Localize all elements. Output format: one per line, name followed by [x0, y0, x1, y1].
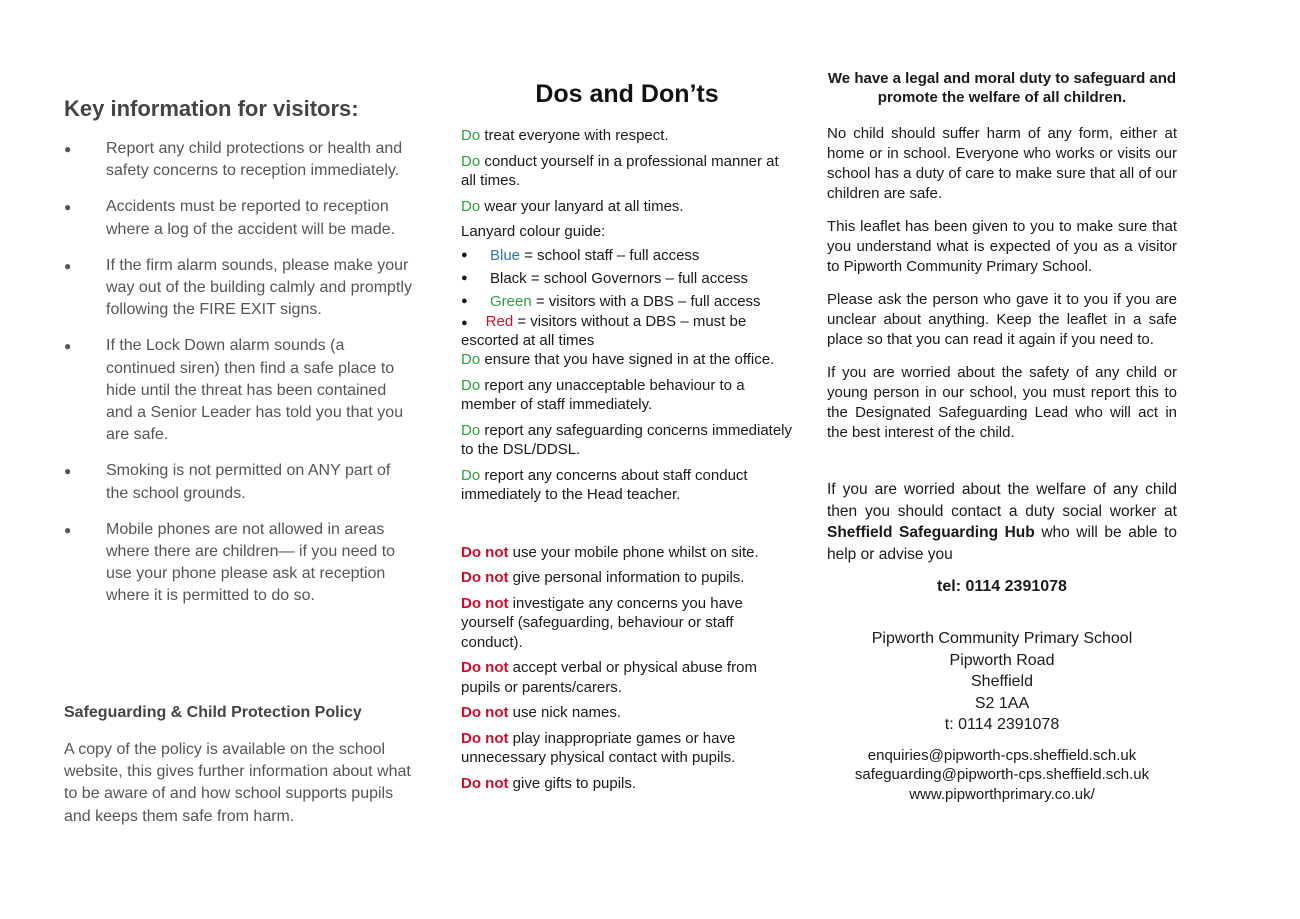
- do-rule: [461, 376, 793, 415]
- hub-paragraph: [827, 479, 1177, 565]
- key-info-heading: Key information for visitors:: [64, 96, 359, 121]
- legal-duty-heading: We have a legal and moral duty to safeguard and promote the welfare of all children.: [827, 70, 1177, 106]
- bullet-icon: ●: [64, 142, 72, 156]
- lanyard-color: Red: [485, 313, 514, 330]
- school-address: [827, 628, 1177, 736]
- address-line: Sheffield: [971, 673, 1033, 690]
- bullet-icon: ●: [461, 272, 468, 284]
- bullet-icon: ●: [461, 249, 468, 261]
- lanyard-desc: = school Governors – full access: [526, 270, 749, 287]
- dont-keyword: Do not: [461, 659, 509, 676]
- bullet-icon: ●: [64, 258, 72, 273]
- enquiries-email: enquiries@pipworth-cps.sheffield.sch.uk: [867, 746, 1137, 764]
- address-line: t: 0114 2391078: [944, 716, 1060, 733]
- dos-and-donts-heading: Dos and Don’ts: [535, 80, 719, 108]
- hub-text: who will be able to help or advise you: [827, 524, 1177, 563]
- do-keyword: Do: [461, 197, 481, 215]
- do-rule: [461, 197, 793, 217]
- hub-name: Sheffield Safeguarding Hub: [827, 524, 1035, 541]
- dont-rule: [461, 729, 793, 768]
- lanyard-color: Blue: [490, 247, 521, 264]
- rule-text: report any unacceptable behaviour to a member of staff immediately.: [461, 376, 745, 413]
- rule-text: accept verbal or physical abuse from pupils or parents/carers.: [461, 659, 757, 696]
- lanyard-color: Black: [490, 270, 527, 287]
- safeguarding-email: safeguarding@pipworth-cps.sheffield.sch.uk: [854, 766, 1150, 783]
- rule-text: report any safeguarding concerns immediately to the DSL/DDSL.: [461, 421, 793, 458]
- safeguarding-paragraph: No child should suffer harm of any form, either at home or in school. Everyone who works or visits our school has a duty of care to make sure that all of our children are safe.: [827, 125, 1177, 202]
- dont-keyword: Do not: [461, 774, 509, 792]
- dont-keyword: Do not: [461, 569, 509, 586]
- school-contacts: [827, 746, 1177, 805]
- dont-rule: [461, 594, 793, 653]
- do-keyword: Do: [461, 351, 481, 368]
- dont-keyword: Do not: [461, 543, 509, 561]
- list-item: [64, 460, 412, 504]
- do-rule: [461, 126, 793, 146]
- do-rule: [461, 421, 793, 460]
- list-item: [64, 138, 412, 182]
- lanyard-desc: = visitors with a DBS – full access: [531, 293, 761, 310]
- dont-keyword: Do not: [461, 594, 509, 612]
- lanyard-item: [461, 290, 793, 313]
- lanyard-guide-title: Lanyard colour guide:: [461, 223, 606, 240]
- safeguarding-paragraph: If you are worried about the safety of any child or young person in our school, you must report this to the Designated Safeguarding Lead who will act in the best interest of the child.: [827, 364, 1177, 441]
- rule-text: wear your lanyard at all times.: [480, 197, 684, 215]
- list-item-text: If the Lock Down alarm sounds (a continued siren) then find a safe place to hide until the threat has been contained and a Senior Leader has told you that you are safe.: [106, 337, 404, 444]
- lanyard-item: [461, 244, 793, 267]
- list-item: [64, 255, 412, 322]
- bullet-icon: ●: [461, 317, 468, 329]
- rule-text: conduct yourself in a professional manner at all times.: [461, 152, 779, 189]
- bullet-icon: ●: [64, 200, 72, 215]
- list-item: [64, 335, 412, 446]
- rule-text: investigate any concerns you have yourself (safeguarding, behaviour or staff conduct).: [461, 594, 743, 651]
- do-rule: [461, 350, 793, 370]
- do-keyword: Do: [461, 466, 481, 484]
- rule-text: use nick names.: [508, 704, 622, 721]
- safeguarding-paragraph: This leaflet has been given to you to make sure that you understand what is expected of you as a visitor to Pipworth Community Primary School.: [827, 218, 1177, 275]
- list-item-text: Smoking is not permitted on ANY part of the school grounds.: [106, 462, 391, 502]
- address-line: Pipworth Road: [949, 651, 1055, 669]
- rule-text: ensure that you have signed in at the office.: [480, 351, 775, 368]
- list-item: [64, 519, 412, 608]
- hub-telephone: tel: 0114 2391078: [937, 578, 1067, 595]
- dont-rule: [461, 774, 793, 794]
- rule-text: use your mobile phone whilst on site.: [508, 543, 759, 561]
- do-keyword: Do: [461, 421, 481, 439]
- address-line: Pipworth Community Primary School: [871, 630, 1133, 647]
- lanyard-item: [461, 267, 793, 290]
- dos-block: [461, 126, 793, 799]
- policy-text: A copy of the policy is available on the school website, this gives further information about what to be aware of and how school supports pupils and keeps them safe from harm.: [64, 741, 411, 825]
- do-keyword: Do: [461, 127, 481, 144]
- list-item: [64, 196, 412, 240]
- list-item-text: Report any child protections or health and safety concerns to reception immediately.: [106, 140, 403, 180]
- lanyard-item: [461, 313, 793, 350]
- do-keyword: Do: [461, 152, 481, 170]
- dont-rule: [461, 568, 793, 588]
- bullet-icon: ●: [64, 464, 72, 479]
- do-keyword: Do: [461, 376, 481, 394]
- visitor-info-list: [64, 138, 412, 622]
- do-rule: [461, 466, 793, 505]
- dont-keyword: Do not: [461, 704, 509, 721]
- dont-rule: [461, 703, 793, 723]
- bullet-icon: ●: [461, 295, 468, 307]
- list-item-text: Mobile phones are not allowed in areas where there are children— if you need to use your phone please ask at reception where it is permitted to do so.: [106, 520, 396, 605]
- rule-text: give personal information to pupils.: [508, 569, 745, 586]
- lanyard-guide-list: [461, 244, 793, 350]
- rule-text: give gifts to pupils.: [508, 774, 637, 792]
- dont-rule: [461, 543, 793, 563]
- school-website: www.pipworthprimary.co.uk/: [909, 785, 1095, 803]
- rule-text: report any concerns about staff conduct immediately to the Head teacher.: [461, 466, 748, 503]
- bullet-icon: ●: [64, 339, 72, 354]
- list-item-text: If the firm alarm sounds, please make your way out of the building calmly and promptly following the FIRE EXIT signs.: [106, 256, 412, 319]
- lanyard-desc: = visitors without a DBS – must be escorted at all times: [461, 313, 747, 349]
- dont-keyword: Do not: [461, 729, 509, 747]
- lanyard-desc: = school staff – full access: [520, 247, 700, 264]
- dont-rule: [461, 658, 793, 697]
- safeguarding-paragraph: Please ask the person who gave it to you if you are unclear about anything. Keep the leaflet in a safe place so that you can read it again if you need to.: [827, 291, 1177, 348]
- bullet-icon: ●: [64, 522, 72, 537]
- list-item-text: Accidents must be reported to reception where a log of the accident will be made.: [106, 198, 396, 238]
- rule-text: play inappropriate games or have unnecessary physical contact with pupils.: [461, 729, 736, 766]
- do-rule: [461, 152, 793, 191]
- lanyard-color: Green: [490, 293, 532, 310]
- policy-heading: Safeguarding & Child Protection Policy: [64, 704, 362, 721]
- hub-text: If you are worried about the welfare of any child then you should contact a duty social worker at: [827, 481, 1177, 520]
- rule-text: treat everyone with respect.: [480, 127, 669, 144]
- safeguarding-text-block: [827, 124, 1177, 804]
- address-line: S2 1AA: [974, 694, 1030, 712]
- spacer: [461, 511, 793, 543]
